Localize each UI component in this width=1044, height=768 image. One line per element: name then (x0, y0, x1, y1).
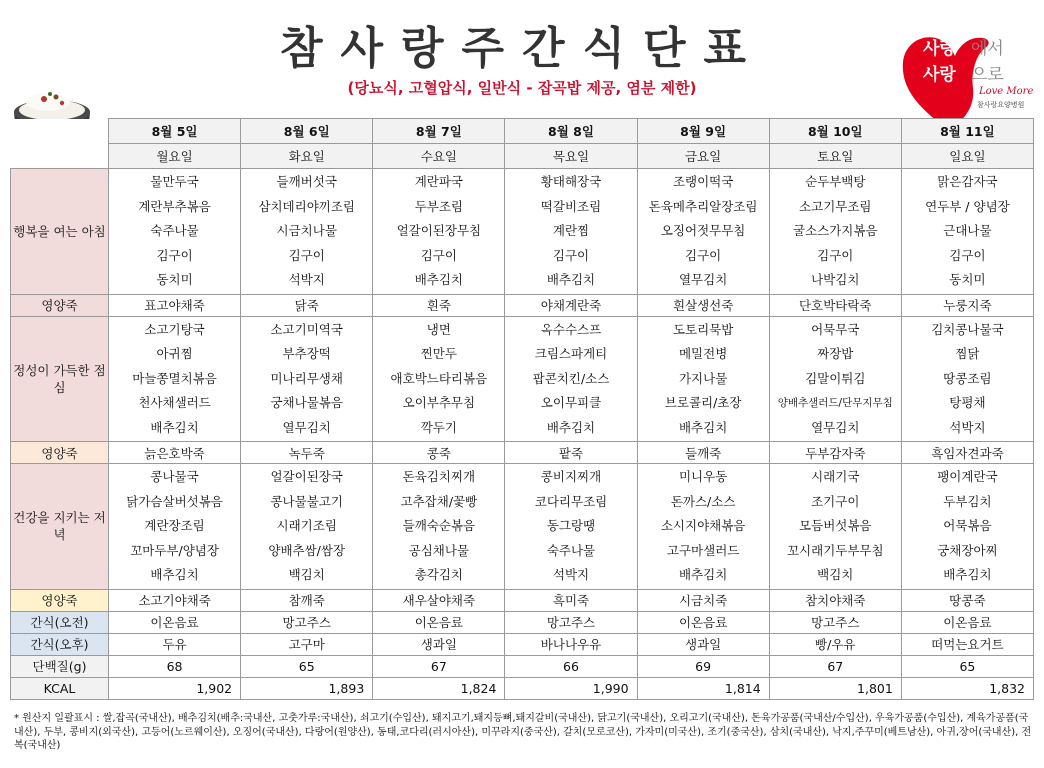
menu-item: 미니우동 (678, 469, 728, 484)
menu-item: 물만두국 (150, 174, 199, 189)
protein-value: 65 (901, 655, 1033, 677)
porridge-item: 참치야채죽 (769, 589, 901, 611)
snack_am-value: 망고주스 (505, 611, 637, 633)
snack_am-value: 이온음료 (901, 611, 1033, 633)
breakfast-menu-cell (109, 169, 241, 295)
kcal-value: 1,824 (373, 677, 505, 699)
menu-item: 시래기국 (811, 469, 860, 484)
menu-item: 천사채샐러드 (138, 395, 211, 410)
porridge-item: 녹두죽 (241, 442, 373, 464)
menu-item: 순두부백탕 (805, 174, 866, 189)
lunch-menu-cell (769, 316, 901, 442)
menu-item: 닭가슴살버섯볶음 (126, 493, 223, 509)
porridge-item: 흰살생선죽 (637, 294, 769, 316)
menu-item: 배추김치 (678, 419, 728, 435)
menu-item: 찜닭 (955, 346, 980, 361)
menu-item: 아귀찜 (156, 346, 193, 361)
menu-item: 부추장떡 (282, 346, 331, 361)
kcal-value: 1,893 (241, 677, 373, 699)
menu-item: 배추김치 (150, 419, 199, 435)
day-weekday: 수요일 (373, 144, 505, 169)
menu-item: 배추김치 (414, 272, 463, 287)
menu-item: 오이무피클 (540, 395, 602, 410)
table-corner (11, 144, 109, 169)
dinner-menu-cell (769, 464, 901, 590)
snack_am-label: 간식(오전) (11, 611, 109, 633)
porridge-item: 참깨죽 (241, 589, 373, 611)
menu-item: 배추김치 (546, 272, 596, 287)
menu-item: 소시지야채볶음 (660, 518, 746, 533)
menu-item: 근대나물 (943, 223, 992, 238)
breakfast-menu-cell (373, 169, 505, 295)
dinner-menu-cell (109, 464, 241, 590)
porridge-item: 두부감자죽 (769, 442, 901, 464)
menu-item: 콩비지찌개 (540, 469, 602, 484)
porridge-item: 흑임자견과죽 (901, 442, 1033, 464)
menu-item: 계란부추볶음 (138, 198, 211, 214)
menu-item: 시래기조림 (276, 518, 337, 533)
page-title: 참사랑주간식단표 (279, 23, 765, 74)
snack_pm-value: 두유 (109, 633, 241, 655)
menu-item: 배추김치 (678, 567, 728, 582)
lunch-label: 정성이 가득한 점심 (11, 316, 109, 442)
kcal-value: 1,814 (637, 677, 769, 699)
menu-item: 들깨버섯국 (276, 174, 337, 189)
menu-item: 두부조림 (414, 198, 463, 214)
porridge-item: 팥죽 (505, 442, 637, 464)
snack_am-value: 망고주스 (241, 611, 373, 633)
menu-item: 양배추쌈/쌈장 (268, 542, 346, 558)
menu-item: 꼬시래기두부무침 (786, 542, 884, 558)
porridge-item: 늙은호박죽 (109, 442, 241, 464)
dinner-menu-cell (637, 464, 769, 590)
dinner-label: 건강을 지키는 저녁 (11, 464, 109, 590)
menu-item: 열무김치 (678, 272, 728, 287)
porridge-label: 영양죽 (11, 589, 109, 611)
menu-item: 깍두기 (420, 419, 457, 435)
menu-item: 궁채나물볶음 (270, 395, 343, 410)
menu-item: 돈육메추리알장조림 (648, 198, 758, 214)
porridge-item: 흰죽 (373, 294, 505, 316)
menu-item: 브로콜리/초장 (664, 395, 742, 410)
kcal-value: 1,801 (769, 677, 901, 699)
menu-item: 백김치 (817, 567, 854, 582)
protein-value: 67 (769, 655, 901, 677)
menu-item: 동치미 (156, 272, 193, 287)
menu-item: 배추김치 (943, 567, 992, 582)
menu-item: 계란파국 (414, 174, 463, 189)
porridge-item: 닭죽 (241, 294, 373, 316)
menu-item: 돈육김치찌개 (402, 469, 476, 484)
day-weekday: 일요일 (901, 144, 1033, 169)
menu-item: 얼갈이된장국 (270, 469, 343, 484)
porridge-item: 누룽지죽 (901, 294, 1033, 316)
menu-item: 김구이 (685, 247, 722, 263)
menu-item: 마늘쫑멸치볶음 (132, 370, 217, 386)
protein-value: 67 (373, 655, 505, 677)
breakfast-menu-cell (901, 169, 1033, 295)
porridge-item: 시금치죽 (637, 589, 769, 611)
menu-item: 메밀전병 (678, 346, 728, 361)
porridge-item: 단호박타락죽 (769, 294, 901, 316)
menu-item: 숙주나물 (546, 542, 596, 558)
menu-item: 콩나물국 (150, 469, 199, 484)
menu-item: 팽이계란국 (937, 469, 998, 484)
menu-item: 어묵볶음 (943, 518, 992, 533)
protein-label: 단백질(g) (11, 655, 109, 677)
menu-item: 석박지 (552, 567, 590, 582)
snack_am-value: 이온음료 (109, 611, 241, 633)
snack_pm-value: 바나나우유 (505, 633, 637, 655)
day-weekday: 목요일 (505, 144, 637, 169)
menu-item: 미나리무생채 (270, 370, 343, 386)
menu-item: 굴소스가지볶음 (793, 223, 878, 238)
menu-item: 찐만두 (420, 346, 457, 361)
day-weekday: 토요일 (769, 144, 901, 169)
lunch-menu-cell (505, 316, 637, 442)
logo-org: 참사랑요양병원 (977, 101, 1025, 109)
snack_am-value: 이온음료 (637, 611, 769, 633)
menu-item: 계란찜 (552, 223, 590, 238)
menu-item: 오징어젓무무침 (660, 223, 746, 238)
menu-item: 김말이튀김 (805, 370, 866, 386)
menu-item: 땅콩조림 (943, 370, 992, 386)
menu-item: 탕평채 (949, 395, 986, 410)
porridge-item: 새우살야채죽 (373, 589, 505, 611)
snack_pm-value: 생과일 (373, 633, 505, 655)
day-date: 8월 8일 (505, 119, 637, 144)
porridge-item: 콩죽 (373, 442, 505, 464)
menu-item: 고구마샐러드 (666, 542, 740, 558)
menu-item: 공심채나물 (408, 542, 470, 558)
menu-item: 오이부추무침 (402, 395, 476, 410)
menu-item: 나박김치 (811, 272, 860, 287)
day-date: 8월 6일 (241, 119, 373, 144)
menu-item: 김구이 (420, 247, 457, 263)
porridge-item: 소고기야채죽 (109, 589, 241, 611)
menu-item: 콩나물불고기 (270, 493, 343, 509)
menu-item: 동그랑땡 (546, 518, 596, 533)
menu-item: 냉면 (426, 321, 451, 337)
menu-item: 석박지 (288, 272, 325, 287)
snack_pm-value: 고구마 (241, 633, 373, 655)
weekly-menu-table (10, 118, 1034, 700)
menu-item: 총각김치 (414, 567, 463, 582)
menu-item: 김구이 (817, 247, 854, 263)
logo-text-2b: 으로 (971, 65, 1004, 85)
menu-item: 애호박느타리볶음 (390, 370, 488, 386)
dinner-menu-cell (241, 464, 373, 590)
menu-item: 석박지 (949, 419, 986, 435)
menu-item: 황태해장국 (540, 174, 602, 189)
menu-item: 열무김치 (811, 419, 860, 435)
menu-item: 궁채장아찌 (937, 542, 998, 558)
day-weekday: 화요일 (241, 144, 373, 169)
menu-item: 팝콘치킨/소스 (532, 370, 610, 386)
menu-item: 들깨숙순볶음 (402, 518, 476, 533)
menu-item: 맑은감자국 (937, 174, 998, 189)
menu-item: 얼갈이된장무침 (396, 223, 482, 238)
porridge-item: 야채계란죽 (505, 294, 637, 316)
lunch-menu-cell (109, 316, 241, 442)
snack_am-value: 망고주스 (769, 611, 901, 633)
menu-item: 배추김치 (546, 419, 596, 435)
logo-text-2a: 사랑 (923, 65, 956, 85)
logo-text-1b: 에서 (971, 39, 1004, 59)
menu-item: 모듬버섯볶음 (799, 518, 872, 533)
menu-item: 돈까스/소스 (670, 493, 736, 509)
menu-item: 옥수수스프 (540, 321, 602, 337)
breakfast-menu-cell (505, 169, 637, 295)
lunch-menu-cell (373, 316, 505, 442)
breakfast-menu-cell (241, 169, 373, 295)
menu-item: 계란장조림 (144, 518, 205, 533)
menu-item: 짜장밥 (817, 346, 854, 361)
menu-item: 도토리묵밥 (672, 321, 734, 337)
menu-item: 김구이 (156, 247, 193, 263)
protein-value: 66 (505, 655, 637, 677)
kcal-value: 1,832 (901, 677, 1033, 699)
porridge-item: 땅콩죽 (901, 589, 1033, 611)
menu-item: 삼치데리야끼조림 (258, 198, 356, 214)
menu-item: 고추잡채/꽃빵 (400, 493, 478, 509)
menu-item: 소고기탕국 (144, 321, 205, 337)
lunch-menu-cell (241, 316, 373, 442)
snack_pm-value: 생과일 (637, 633, 769, 655)
menu-item: 김구이 (288, 247, 325, 263)
menu-item: 숙주나물 (150, 223, 199, 238)
kcal-value: 1,902 (109, 677, 241, 699)
day-date: 8월 10일 (769, 119, 901, 144)
menu-item: 어묵무국 (811, 321, 860, 337)
protein-value: 69 (637, 655, 769, 677)
porridge-label: 영양죽 (11, 442, 109, 464)
snack_pm-value: 빵/우유 (769, 633, 901, 655)
dinner-menu-cell (505, 464, 637, 590)
porridge-label: 영양죽 (11, 294, 109, 316)
day-date: 8월 7일 (373, 119, 505, 144)
porridge-item: 표고야채죽 (109, 294, 241, 316)
protein-value: 68 (109, 655, 241, 677)
menu-item: 꼬마두부/양념장 (130, 542, 219, 558)
snack_am-value: 이온음료 (373, 611, 505, 633)
breakfast-menu-cell (769, 169, 901, 295)
kcal-label: KCAL (11, 677, 109, 699)
menu-item: 연두부 / 양념장 (925, 198, 1010, 214)
menu-item: 조랭이떡국 (672, 174, 734, 189)
menu-item: 코다리무조림 (534, 493, 608, 509)
menu-item: 가지나물 (678, 370, 728, 386)
kcal-value: 1,990 (505, 677, 637, 699)
table-corner (11, 119, 109, 144)
menu-item: 크림스파게티 (534, 346, 608, 361)
day-date: 8월 11일 (901, 119, 1033, 144)
lunch-menu-cell (637, 316, 769, 442)
menu-item: 양배추샐러드/단무지무침 (777, 397, 893, 409)
day-weekday: 금요일 (637, 144, 769, 169)
menu-item: 김구이 (949, 247, 986, 263)
day-date: 8월 5일 (109, 119, 241, 144)
menu-item: 두부김치 (943, 493, 992, 509)
protein-value: 65 (241, 655, 373, 677)
menu-item: 소고기무조림 (799, 198, 872, 214)
menu-item: 김치콩나물국 (931, 321, 1004, 337)
breakfast-menu-cell (637, 169, 769, 295)
menu-item: 소고기미역국 (270, 321, 343, 337)
breakfast-label: 행복을 여는 아침 (11, 169, 109, 295)
day-weekday: 월요일 (109, 144, 241, 169)
menu-item: 동치미 (949, 272, 986, 287)
porridge-item: 흑미죽 (505, 589, 637, 611)
page-subtitle: (당뇨식, 고혈압식, 일반식 - 잡곡밥 제공, 염분 제한) (347, 79, 697, 97)
menu-item: 배추김치 (150, 567, 199, 582)
logo-script: Love More (979, 86, 1034, 97)
snack_pm-label: 간식(오후) (11, 633, 109, 655)
snack_pm-value: 떠먹는요거트 (901, 633, 1033, 655)
menu-item: 떡갈비조림 (540, 198, 602, 214)
dinner-menu-cell (373, 464, 505, 590)
menu-item: 열무김치 (282, 419, 331, 435)
logo-text-1a: 사랑 (923, 39, 956, 59)
origin-note: * 원산지 일괄표시 : 쌀,잡곡(국내산), 배추김치(배추:국내산, 고춧가루:국내산), 쇠고기(수입산), 돼지고기,돼지등뼈,돼지갈비(국내산), 닭고기(국내산), 오리고기(국내산), 돈육가공품(국내산/수입산), 우육가공품(수입산), 계육가공품(국내산), 두부, 콩비지(외국산), 고등어(노르웨이산), 오징어(국내산), 다랑어(원양산), 동태,코다리(러시아산), 미꾸라지(중국산), 갈치(모로코산), 가자미(미국산), 조기(중국산), 삼치(국내산), 낙지,주꾸미(베트남산), 아귀,장어(국내산), 전복(국내산) (14, 713, 1032, 751)
dinner-menu-cell (901, 464, 1033, 590)
menu-item: 김구이 (552, 247, 590, 263)
day-date: 8월 9일 (637, 119, 769, 144)
lunch-menu-cell (901, 316, 1033, 442)
menu-item: 백김치 (288, 567, 325, 582)
menu-item: 조기구이 (811, 493, 860, 509)
menu-item: 시금치나물 (276, 223, 337, 238)
porridge-item: 들깨죽 (637, 442, 769, 464)
